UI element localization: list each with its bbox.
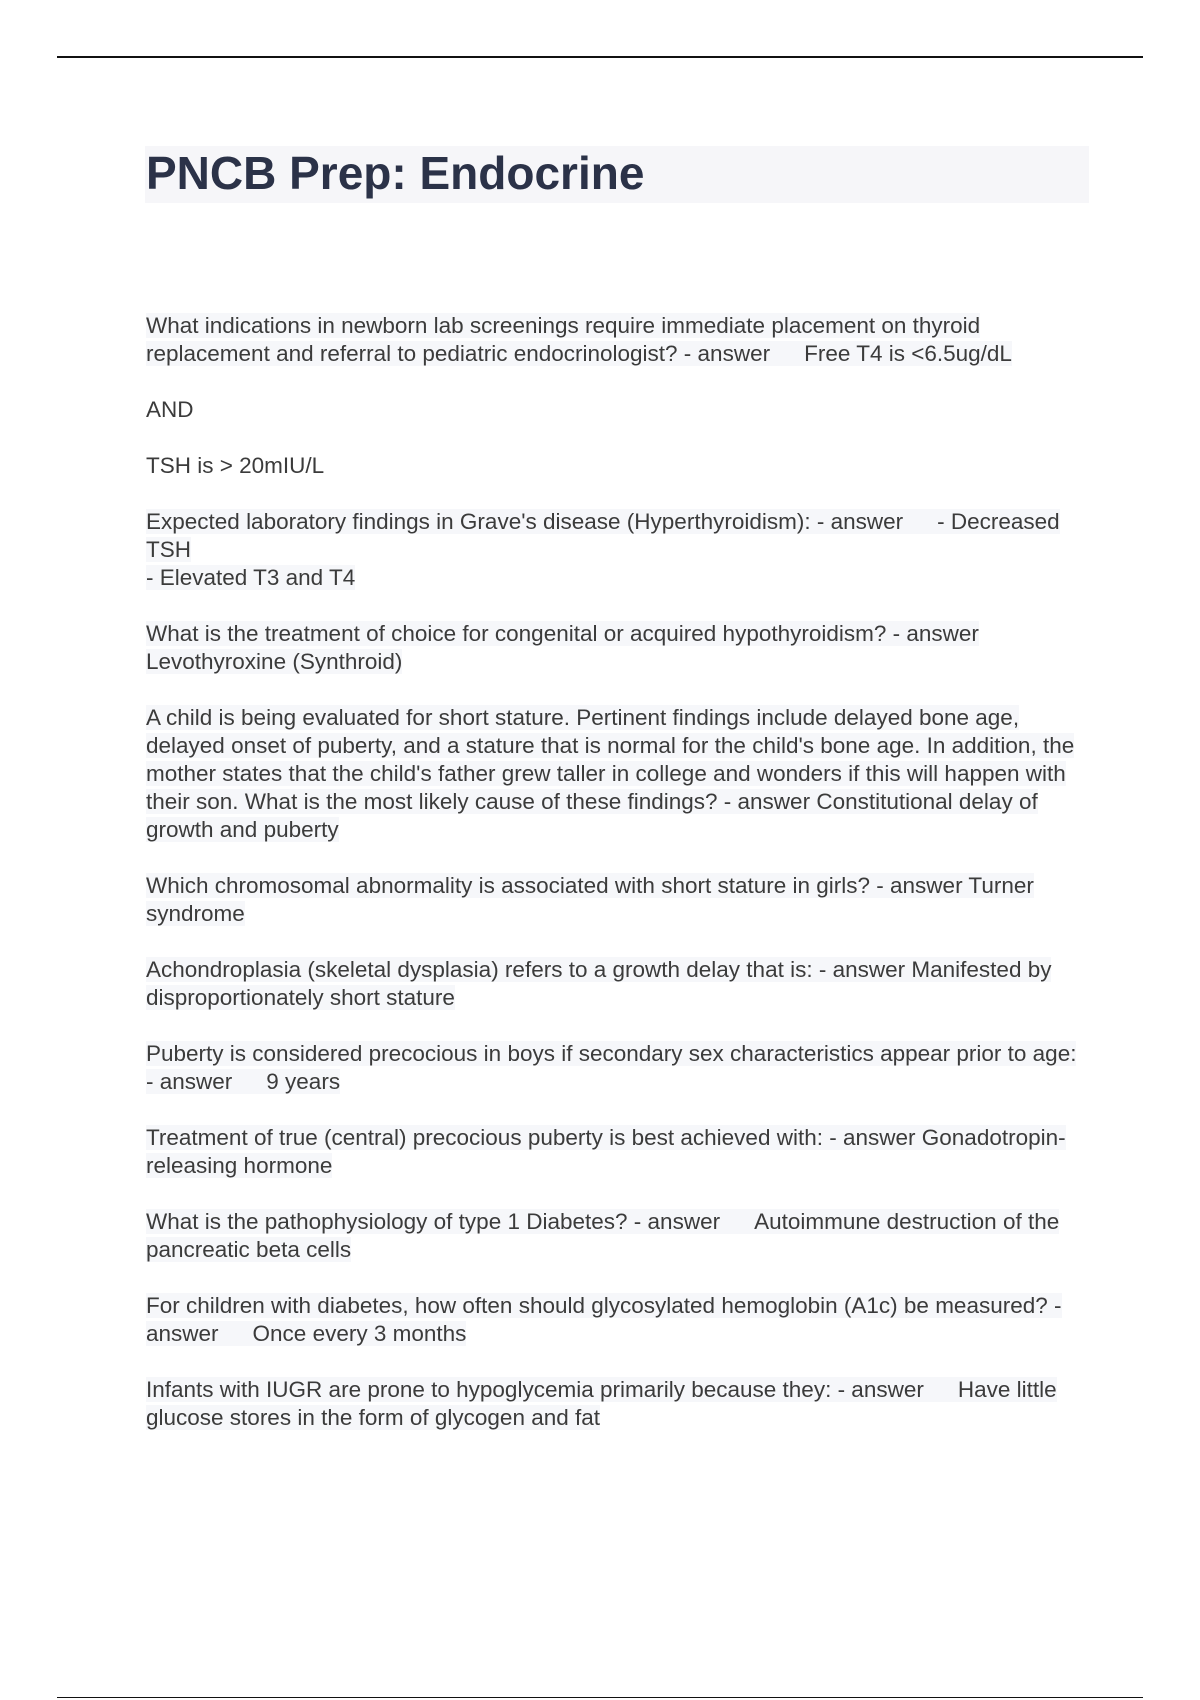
qa-item <box>146 1376 1086 1432</box>
text-line <box>146 396 1086 424</box>
answer-text: Manifested by disproportionately short stature <box>146 957 1052 1010</box>
question-text: What indications in newborn lab screenings require immediate placement on thyroid replacement and referral to pediatric endocrinologist? - answer <box>146 313 981 366</box>
answer-text: Autoimmune destruction of the pancreatic beta cells <box>146 1209 1060 1262</box>
qa-item <box>146 956 1086 1012</box>
answer-text: 9 years <box>266 1069 341 1094</box>
question-text: Puberty is considered precocious in boys if secondary sex characteristics appear prior to age: - answer <box>146 1041 1077 1094</box>
qa-item <box>146 1292 1086 1348</box>
qa-item <box>146 1040 1086 1096</box>
answer-text: Have little glucose stores in the form of glycogen and fat <box>146 1377 1057 1430</box>
qa-item <box>146 872 1086 928</box>
question-text: A child is being evaluated for short stature. Pertinent findings include delayed bone age, delayed onset of puberty, and a stature that is normal for the child's bone age. In addition, the mother states that the child's father grew taller in college and wonders if this will happen with their son. What is the most likely cause of these findings? - answer <box>146 705 1075 814</box>
answer-text: - Decreased TSH <box>146 509 1060 562</box>
question-text: Achondroplasia (skeletal dysplasia) refers to a growth delay that is: - answer <box>146 957 906 982</box>
answer-text: Turner syndrome <box>146 873 1034 926</box>
tsh-text: TSH is > 20mIU/L <box>146 453 325 478</box>
answer-text: Constitutional delay of growth and puberty <box>146 789 1038 842</box>
question-text: What is the pathophysiology of type 1 Diabetes? - answer <box>146 1209 721 1234</box>
bottom-rule <box>57 1697 1143 1698</box>
answer-text-line-2: - Elevated T3 and T4 <box>146 565 356 590</box>
text-line <box>146 452 1086 480</box>
qa-list <box>146 312 1086 1460</box>
qa-item <box>146 508 1086 592</box>
question-text: Expected laboratory findings in Grave's disease (Hyperthyroidism): - answer <box>146 509 904 534</box>
question-text: For children with diabetes, how often should glycosylated hemoglobin (A1c) be measured? - answer <box>146 1293 1062 1346</box>
question-text: Treatment of true (central) precocious puberty is best achieved with: - answer <box>146 1125 916 1150</box>
qa-item <box>146 620 1086 676</box>
qa-item <box>146 1124 1086 1180</box>
qa-item <box>146 312 1086 368</box>
question-text: What is the treatment of choice for congenital or acquired hypothyroidism? - answer <box>146 621 979 646</box>
top-rule <box>57 56 1143 58</box>
question-text: Which chromosomal abnormality is associated with short stature in girls? - answer <box>146 873 963 898</box>
answer-text: Gonadotropin-releasing hormone <box>146 1125 1066 1178</box>
page-title: PNCB Prep: Endocrine <box>146 147 645 199</box>
answer-text: Once every 3 months <box>252 1321 467 1346</box>
qa-item <box>146 1208 1086 1264</box>
question-text: Infants with IUGR are prone to hypoglycemia primarily because they: - answer <box>146 1377 924 1402</box>
answer-text: Free T4 is <6.5ug/dL <box>804 341 1012 366</box>
qa-item <box>146 704 1086 844</box>
answer-text: Levothyroxine (Synthroid) <box>146 649 403 674</box>
and-text: AND <box>146 397 194 422</box>
